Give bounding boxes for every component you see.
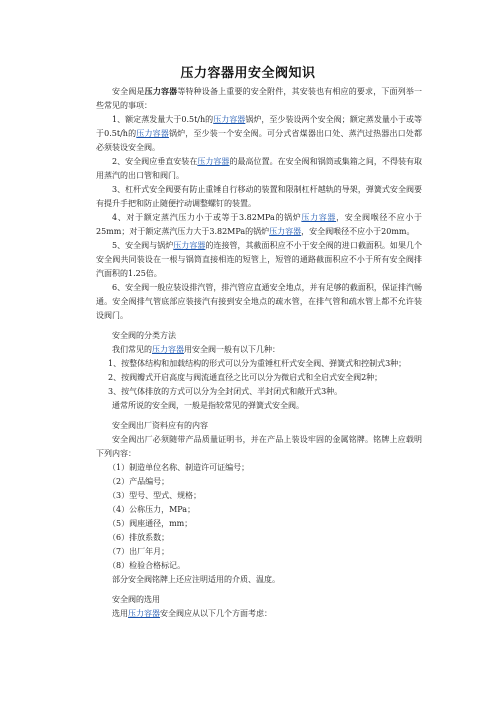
- rule-5-paragraph: 5、安全阀与锅炉压力容器的连接管，其截面积应不小于安全阀的进口截面积。如果几个安全阀共同装设在一根与锅筒直接相连的短管上，短管的通路截面积应不小于所有安全阀排汽面积的1.25倍。: [96, 241, 423, 278]
- factory-docs-intro: 安全阀出厂必须随带产品质量证明书，并在产品上装设牢固的金属铭牌。铭牌上应载明下列内容：: [96, 435, 422, 458]
- rule-2-paragraph: 2、安全阀应垂直安装在压力容器的最高位置。在安全阀和锅筒或集箱之间，不得装有取用蒸汽的出口管和阀门。: [96, 157, 423, 180]
- keyword-link[interactable]: 压力容器: [152, 345, 184, 354]
- keyword-link[interactable]: 压力容器: [301, 213, 337, 222]
- list-item: （7）出厂年月；: [108, 547, 170, 556]
- list-item: 1、按整体结构和加载结构的形式可以分为重锤杠杆式安全阀、弹簧式和控制式3种；: [108, 359, 407, 368]
- factory-docs-note: 部分安全阀铭牌上还应注明适用的介质、温度。: [112, 575, 280, 584]
- rule-4-paragraph: 4、对于额定蒸汽压力小于或等于3.82MPa的锅炉压力容器，安全阀喉径不应小于25mm；对于额定蒸汽压力大于3.82MPa的锅炉压力容器，安全阀喉径不应小于20mm。: [96, 213, 422, 236]
- list-item: （4）公称压力，MPa；: [108, 505, 196, 514]
- list-item: 2、按阀瓣式开启高度与阀流通直径之比可以分为微启式和全启式安全阀2种；: [108, 373, 383, 382]
- selection-intro: 选用压力容器安全阀应从以下几个方面考虑：: [112, 609, 272, 618]
- keyword-bold: 压力容器: [144, 86, 178, 96]
- keyword-link[interactable]: 压力容器: [269, 227, 302, 236]
- list-item: （2）产品编号；: [108, 477, 170, 486]
- document-body: [96, 84, 422, 621]
- rule-6-paragraph: 6、安全阀一般应装设排汽管，排汽管应直通安全地点，并有足够的截面积，保证排汽畅通。安全阀排气管底部应装接汽有接到安全地点的疏水管，在排气管和疏水管上都不允许装设阀门。: [96, 283, 422, 320]
- classification-intro: 我们常见的压力容器用安全阀一般有以下几种：: [112, 345, 280, 354]
- list-item: 3、按气体排放的方式可以分为全封闭式、半封闭式和敞开式3种。: [108, 387, 343, 396]
- keyword-link[interactable]: 压力容器: [128, 609, 160, 618]
- keyword-link[interactable]: 压力容器: [173, 241, 206, 250]
- list-item: （6）排放系数；: [108, 533, 170, 542]
- section-heading-selection: 安全阀的选用: [112, 595, 160, 604]
- classification-note: 通常所说的安全阀，一般是指较常见的弹簧式安全阀。: [112, 401, 304, 410]
- list-item: （3）型号、型式、规格；: [108, 491, 202, 500]
- rule-1-paragraph: 1、额定蒸发量大于0.5t/h的压力容器锅炉，至少装设两个安全阀；额定蒸发量小于或等于0.5t/h的压力容器锅炉，至少装一个安全阀。可分式省煤器出口处、蒸汽过热器出口处都必须装设安全阀。: [96, 115, 422, 152]
- keyword-link[interactable]: 压力容器: [213, 115, 246, 124]
- section-heading-factory-docs: 安全阀出厂资料应有的内容: [112, 421, 208, 430]
- list-item: （1）制造单位名称、制造许可证编号；: [108, 463, 250, 472]
- document-title: 压力容器用安全阀知识: [180, 66, 316, 81]
- list-item: （5）阀座通径，mm；: [108, 519, 193, 528]
- keyword-link[interactable]: 压力容器: [197, 157, 230, 166]
- list-item: （8）检验合格标记。: [108, 561, 186, 570]
- rule-3-paragraph: 3、杠杆式安全阀要有防止重锤自行移动的装置和限制杠杆越轨的导架，弹簧式安全阀要有提升手把和防止随便拧动调整螺钉的装置。: [96, 185, 422, 208]
- intro-paragraph: 安全阀是压力容器等特种设备上重要的安全附件，其安装也有相应的要求，下面列举一些常见的事项：: [96, 86, 423, 110]
- section-heading-classification: 安全阀的分类方法: [112, 331, 176, 340]
- keyword-link[interactable]: 压力容器: [136, 129, 169, 138]
